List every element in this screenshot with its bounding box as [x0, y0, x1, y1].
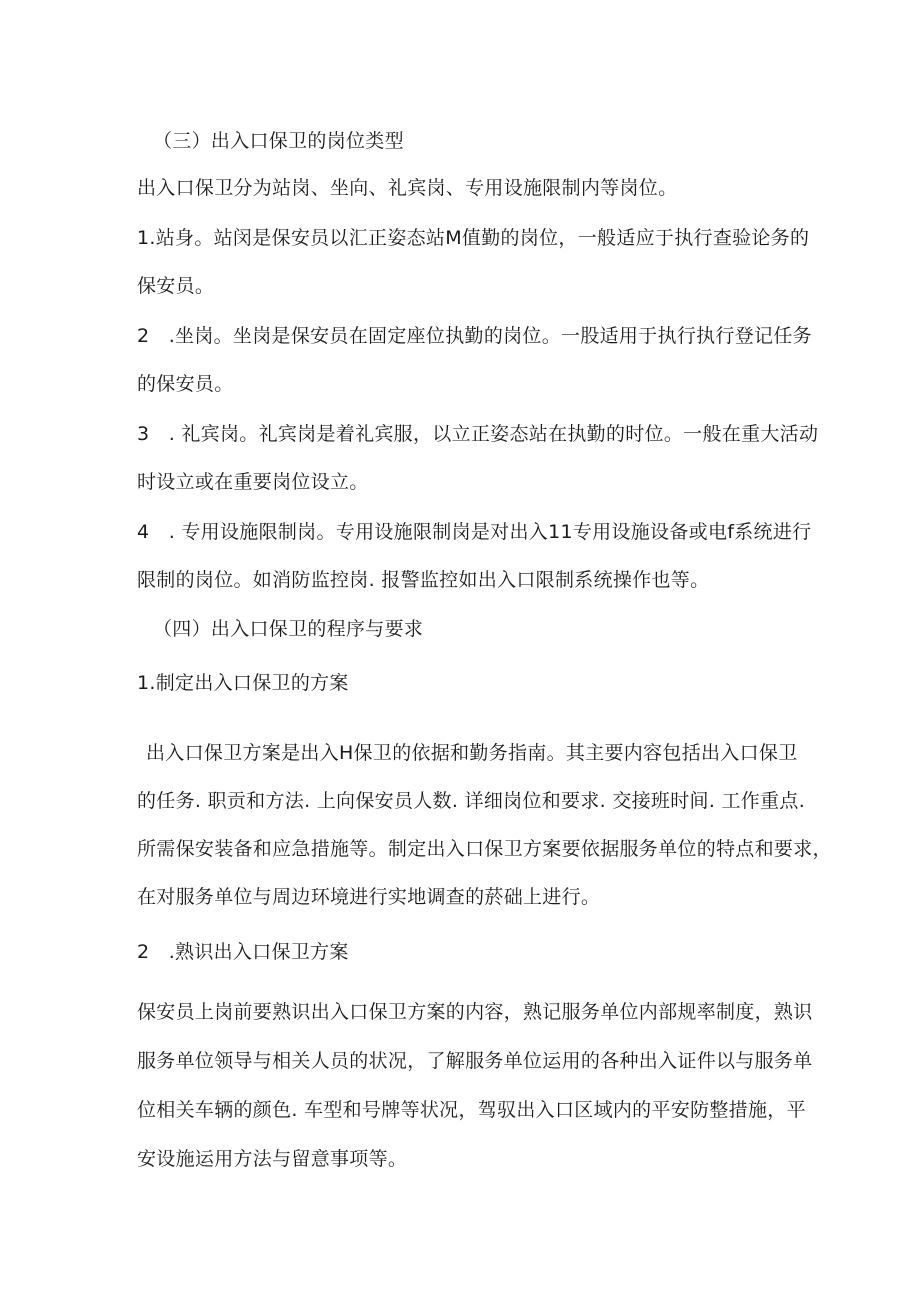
- item-2-line-1: 2 .坐岗。坐岗是保安员在固定座位执勤的岗位。一股适用于执行执行登记任务: [137, 325, 812, 347]
- subsection-1-paragraph-line-3: 所需保安装备和应急措施等。制定出入口保卫方案要依据服务单位的特点和要求，: [137, 838, 832, 860]
- subsection-1-paragraph-line-4: 在对服务单位与周边环境进行实地调查的菸础上进行。: [137, 886, 601, 908]
- subsection-heading-1: 1.制定出入口保卫的方案: [137, 672, 349, 694]
- subsection-heading-2: 2 .熟识出入口保卫方案: [137, 941, 349, 963]
- item-2-line-2: 的保安员。: [137, 373, 234, 395]
- subsection-2-paragraph-line-2: 服务单位领导与相关人员的状况，了解服务单位运用的各种出入证件以与服务单: [137, 1050, 813, 1072]
- subsection-1-paragraph-line-2: 的任务. 职贡和方法. 上向保安员人数. 详细岗位和要求. 交接班时间. 工作重点.: [137, 790, 806, 812]
- section-heading-3: （三）出入口保卫的岗位类型: [153, 130, 404, 152]
- section-intro: 出入口保卫分为站岗、坐向、礼宾岗、专用设施限制内等岗位。: [137, 177, 678, 199]
- item-3-line-1: 3 . 礼宾岗。礼宾岗是着礼宾服，以立正姿态站在执勤的时位。一般在重大活动: [137, 423, 819, 445]
- item-3-line-2: 时设立或在重要岗位设立。: [137, 471, 369, 493]
- item-1-line-2: 保安员。: [137, 275, 215, 297]
- item-1-line-1: 1.站身。站闵是保安员以汇正姿态站M值勤的岗位，一般适应于执行查验论务的: [137, 227, 810, 249]
- item-4-line-2: 限制的岗位。如消防监控岗. 报警监控如出入口限制系统操作也等。: [137, 569, 710, 591]
- subsection-2-paragraph-line-1: 保安员上岗前要熟识出入口保卫方案的内容，熟记服务单位内部规率制度，熟识: [137, 1001, 813, 1023]
- section-heading-4: （四）出入口保卫的程序与要求: [153, 618, 424, 640]
- subsection-2-paragraph-line-3: 位相关车辆的颜色. 车型和号牌等状况，驾驭出入口区域内的平安防整措施，平: [137, 1099, 806, 1121]
- subsection-2-paragraph-line-4: 安设施运用方法与留意事项等。: [137, 1148, 408, 1170]
- subsection-1-paragraph-line-1: 出入口保卫方案是出入H保卫的依据和勤务指南。其主要内容包括出入口保卫: [146, 742, 798, 764]
- item-4-line-1: 4 . 专用设施限制岗。专用设施限制岗是对出入11专用设施设备或电f系统进行: [137, 521, 812, 543]
